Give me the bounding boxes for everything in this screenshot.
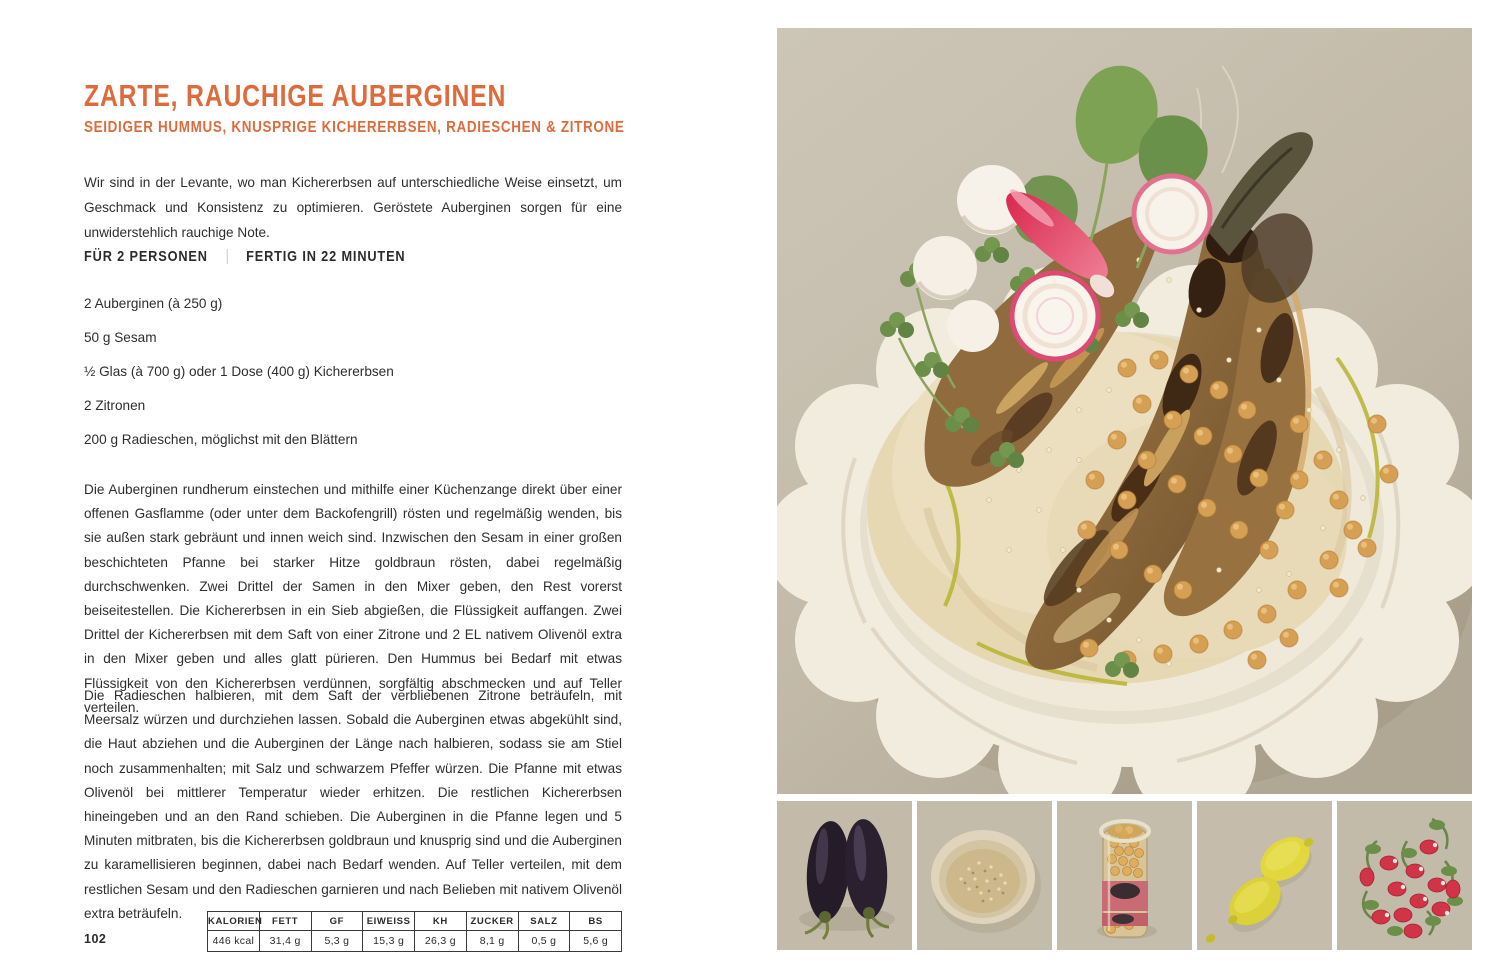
nutrition-value-cell: 8,1 g	[466, 931, 518, 952]
nutrition-header-cell: KALORIEN	[208, 912, 260, 931]
ingredient-item: 2 Zitronen	[84, 398, 146, 413]
thumbnail-aubergines	[777, 801, 912, 950]
ingredient-item: 2 Auberginen (à 250 g)	[84, 296, 223, 311]
ingredient-item: 200 g Radieschen, möglichst mit den Blättern	[84, 432, 358, 447]
nutrition-value-cell: 446 kcal	[208, 931, 260, 952]
thumbnail-chickpea-jar	[1057, 801, 1192, 950]
thumbnail-radishes	[1337, 801, 1472, 950]
ingredient-photo-row	[777, 801, 1472, 950]
nutrition-value-cell: 5,6 g	[570, 931, 622, 952]
nutrition-header-cell: EIWEISS	[363, 912, 415, 931]
recipe-title: ZARTE, RAUCHIGE AUBERGINEN	[84, 78, 507, 113]
nutrition-header-cell: BS	[570, 912, 622, 931]
method-step: Die Auberginen rundherum einstechen und mithilfe einer Küchenzange direkt über einer offenen Gasflamme (oder unter dem Backofengrill) rösten und regelmäßig wenden, bis sie außen stark gebräunt und innen weich sind. Inzwischen den Sesam in einer großen beschichteten Pfanne bei starker Hitze goldbraun rösten, dabei regelmäßig durchschwenken. Zwei Drittel der Samen in den Mixer geben, den Rest vorerst beiseitestellen. Die Kichererbsen in ein Sieb abgießen, die Flüssigkeit auffangen. Zwei Drittel der Kichererbsen mit dem Saft von einer Zitrone und 2 EL nativem Olivenöl extra in den Mixer geben und alles glatt pürieren. Den Hummus bei Bedarf mit etwas Flüssigkeit von den Kichererbsen verdünnen, sorgfältig abschmecken und auf Teller verteilen.	[84, 482, 622, 715]
nutrition-value-cell: 31,4 g	[259, 931, 311, 952]
main-dish-photo	[777, 28, 1472, 794]
nutrition-header-cell: ZUCKER	[466, 912, 518, 931]
recipe-intro: Wir sind in der Levante, wo man Kichererbsen auf unterschiedliche Weise einsetzt, um Geschmack und Konsistenz zu optimieren. Geröstete Auberginen sorgen für eine unwiderstehlich rauchige Note.	[84, 175, 622, 240]
recipe-text-page	[84, 0, 625, 976]
nutrition-header-cell: SALZ	[518, 912, 570, 931]
meta-divider	[227, 249, 228, 264]
nutrition-header-cell: GF	[311, 912, 363, 931]
recipe-subtitle: SEIDIGER HUMMUS, KNUSPRIGE KICHERERBSEN, RADIESCHEN & ZITRONE	[84, 119, 625, 136]
page-number: 102	[84, 932, 107, 946]
ingredient-item: ½ Glas (à 700 g) oder 1 Dose (400 g) Kichererbsen	[84, 364, 394, 379]
serves-label: FÜR 2 PERSONEN	[84, 248, 208, 265]
recipe-meta	[84, 248, 405, 265]
nutrition-value-cell: 5,3 g	[311, 931, 363, 952]
ingredient-list	[84, 297, 394, 467]
recipe-photo-page	[777, 28, 1472, 950]
ingredient-item: 50 g Sesam	[84, 330, 157, 345]
time-label: FERTIG IN 22 MINUTEN	[246, 248, 406, 265]
thumbnail-lemons	[1197, 801, 1332, 950]
nutrition-value-cell: 26,3 g	[415, 931, 467, 952]
nutrition-value-cell: 15,3 g	[363, 931, 415, 952]
nutrition-header-cell: FETT	[259, 912, 311, 931]
nutrition-value-row	[208, 931, 622, 952]
nutrition-table	[207, 911, 622, 952]
thumbnail-sesame	[917, 801, 1052, 950]
method-step: Die Radieschen halbieren, mit dem Saft der verbliebenen Zitrone beträufeln, mit Meersalz würzen und durchziehen lassen. Sobald die Auberginen etwas abgekühlt sind, die Haut abziehen und die Auberginen der Länge nach halbieren, sodass sie am Stiel noch zusammenhalten; mit Salz und schwarzem Pfeffer würzen. Die Pfanne mit etwas Olivenöl bei mittlerer Temperatur wieder erhitzen. Die restlichen Kichererbsen hineingeben und an den Rand schieben. Die Auberginen in die Pfanne legen und 5 Minuten mitbraten, bis die Kichererbsen goldbraun und knusprig sind und die Auberginen zu karamellisieren beginnen, dabei nach Bedarf wenden. Auf Teller verteilen, mit dem restlichen Sesam und den Radieschen garnieren und nach Belieben mit nativem Olivenöl extra beträufeln.	[84, 688, 622, 921]
nutrition-value-cell: 0,5 g	[518, 931, 570, 952]
nutrition-header-cell: KH	[415, 912, 467, 931]
nutrition-header-row	[208, 912, 622, 931]
